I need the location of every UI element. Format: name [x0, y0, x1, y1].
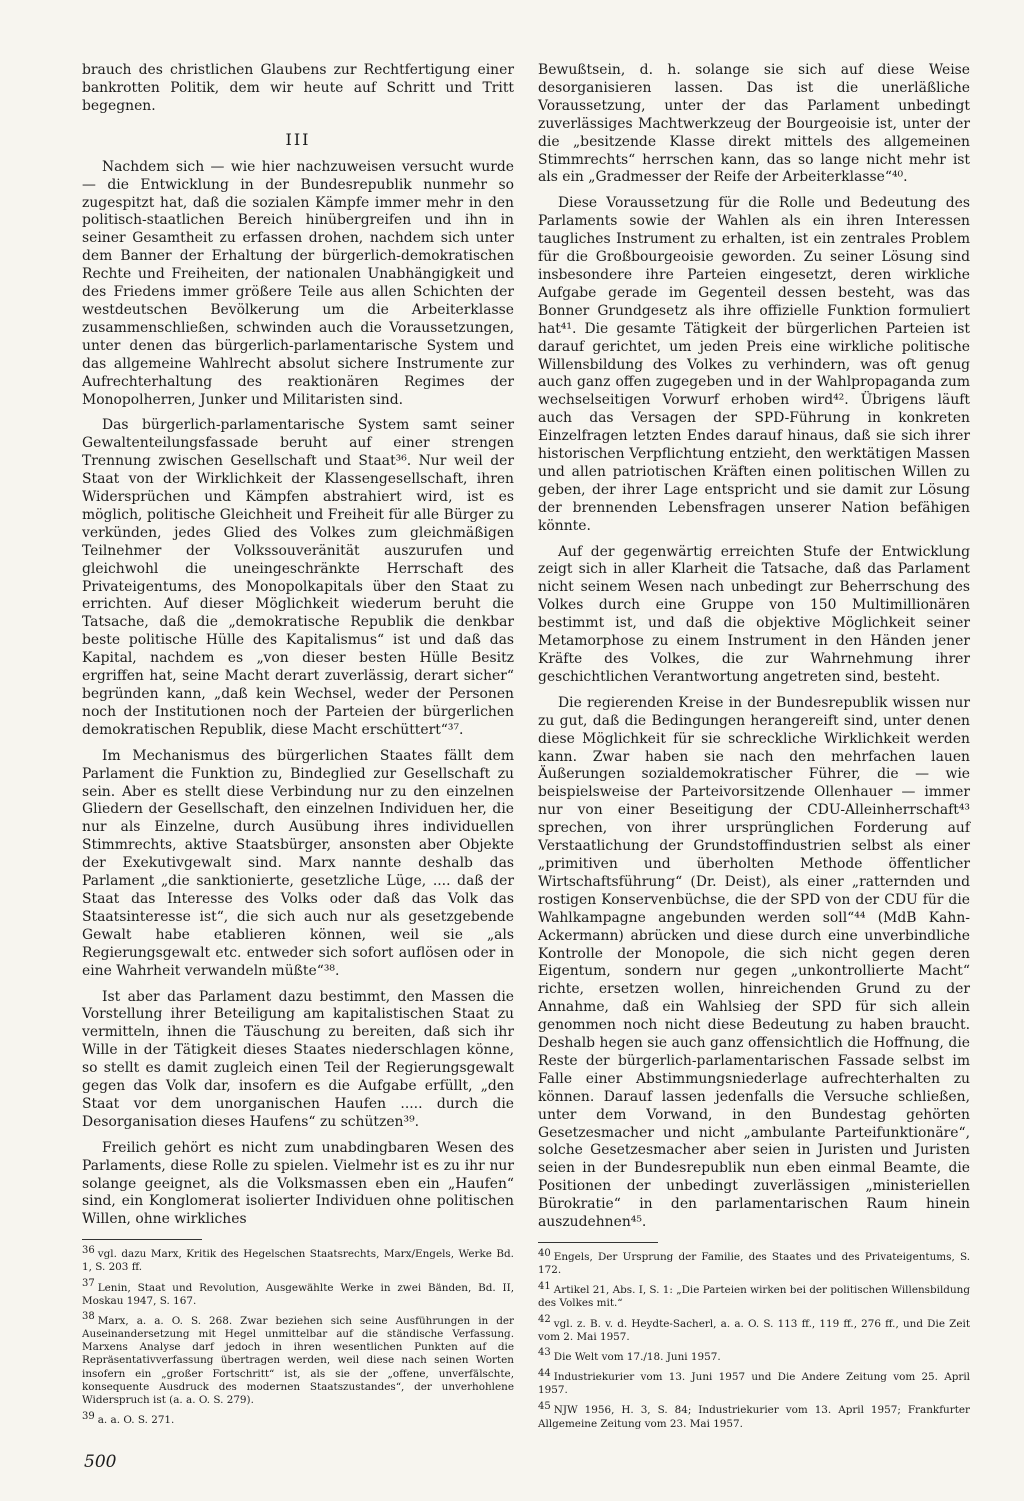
footnote [538, 1247, 970, 1277]
footnote-number: 45 [538, 1400, 551, 1412]
paragraph: Freilich gehört es nicht zum unabdingbaren Wesen des Parlaments, diese Rolle zu spielen. Vielmehr ist es zu ihr nur solange geeignet, als die Volksmassen eben ein „Haufen“ sind, ein Konglomerat isolierter Individuen ohne politischen Willen, ohne wirkliches [82, 1139, 514, 1228]
footnote-text: NJW 1956, H. 3, S. 84; Industriekurier vom 13. April 1957; Frankfurter Allgemeine Zeitung vom 23. Mai 1957. [538, 1404, 970, 1430]
footnote-number: 38 [82, 1311, 95, 1323]
footnote-text: vgl. z. B. v. d. Heydte-Sacherl, a. a. O. S. 113 ff., 119 ff., 276 ff., und Die Zeit vom 2. Mai 1957. [538, 1317, 970, 1343]
footnote-text: Artikel 21, Abs. I, S. 1: „Die Parteien wirken bei der politischen Willensbildung des Volkes mit.“ [538, 1284, 970, 1310]
footnote [82, 1244, 514, 1274]
footnote [538, 1400, 970, 1430]
footnote [82, 1311, 514, 1407]
footnote [82, 1410, 514, 1427]
footnotes-right [538, 1247, 970, 1431]
section-heading: III [285, 129, 311, 149]
footnote-number: 37 [82, 1278, 95, 1290]
footnote-divider [538, 1242, 658, 1243]
footnote-text: a. a. O. S. 271. [97, 1414, 175, 1426]
footnote-number: 44 [538, 1367, 551, 1379]
paragraph: Nachdem sich — wie hier nachzuweisen versucht wurde — die Entwicklung in der Bundesrepublik nunmehr so zugespitzt hat, daß die sozialen Kämpfe immer mehr in den politisch-staatlichen Bereich hinübergreifen und ihn in seiner Gesamtheit zu erfassen drohen, nachdem sich unter dem Banner der Erhaltung der bürgerlich-demokratischen Rechte und Freiheiten, der nationalen Unabhängigkeit und des Friedens immer größere Teile aus allen Schichten der westdeutschen Bevölkerung um die Arbeiterklasse zusammenschließen, schwinden auch die Voraussetzungen, unter denen das bürgerlich-parlamentarische System und das allgemeine Wahlrecht absolut sichere Instrumente zur Aufrechterhaltung des reaktionären Regimes der Monopolherren, Junker und Militaristen sind. [82, 158, 514, 408]
footnote-number: 40 [538, 1247, 551, 1259]
footnote-number: 41 [538, 1280, 551, 1292]
paragraph: brauch des christlichen Glaubens zur Rechtfertigung einer bankrotten Politik, dem wir heute auf Schritt und Tritt begegnen. [82, 62, 514, 114]
page-number: 500 [84, 1452, 117, 1472]
paragraph: Auf der gegenwärtig erreichten Stufe der Entwicklung zeigt sich in aller Klarheit die Tatsache, daß das Parlament nicht seinem Wesen nach unbedingt zur Beherrschung des Volkes durch eine Gruppe von 150 Multimillionären bestimmt ist, und daß die objektive Möglichkeit seiner Metamorphose zu einem Instrument in den Händen jener Kräfte des Volkes, die zur Wahrnehmung ihrer geschichtlichen Verantwortung angetreten sind, besteht. [538, 543, 970, 685]
footnote-number: 39 [82, 1410, 95, 1422]
paragraph: Diese Voraussetzung für die Rolle und Bedeutung des Parlaments sowie der Wahlen als ein ihren Interessen taugliches Instrument zu erhalten, ist ein zentrales Problem für die Großbourgeoisie geworden. Zu seiner Lösung sind insbesondere ihre Parteien eingesetzt, deren wirkliche Aufgabe gerade im Gegenteil dessen besteht, was das Bonner Grundgesetz als ihre offizielle Funktion formuliert hat⁴¹. Die gesamte Tätigkeit der bürgerlichen Parteien ist darauf gerichtet, um jeden Preis eine wirkliche politische Willensbildung des Volkes zu verhindern, was oft genug auch ganz offen zugegeben und in der Wahlpropaganda zum wechselseitigen Vorwurf erhoben wird⁴². Übrigens läuft auch das Versagen der SPD-Führung in konkreten Einzelfragen letzten Endes darauf hinaus, daß sie sich ihrer historischen Verpflichtung entzieht, den werktätigen Massen und allen patriotischen Kräften einen politischen Willen zu geben, der ihrer Lage entspricht und sie damit zur Lösung der brennenden Lebensfragen unserer Nation befähigen könnte. [538, 195, 970, 534]
footnote-text: Marx, a. a. O. S. 268. Zwar beziehen sich seine Ausführungen in der Auseinandersetzung mit Hegel unmittelbar auf die ständische Verfassung. Marxens Analyse darf jedoch in ihren wesentlichen Punkten auf die Repräsentativverfassung übertragen werden, weil diese nach seinen Worten insofern ein „großer Fortschritt“ ist, als sie der „offene, unverfälschte, konsequente Ausdruck des modernen Staatszustandes“, der unverhohlene Widerspruch ist (a. a. O. S. 279). [82, 1314, 514, 1406]
paragraph: Im Mechanismus des bürgerlichen Staates fällt dem Parlament die Funktion zu, Bindeglied zur Gesellschaft zu sein. Aber es stellt diese Verbindung nur zu den einzelnen Gliedern der Gesellschaft, den einzelnen Individuen her, die nur als Einzelne, durch Ausübung ihres individuellen Stimmrechts, aktive Staatsbürger, ansonsten aber Objekte der Exekutivgewalt sind. Marx nannte deshalb das Parlament „die sanktionierte, gesetzliche Lüge, .... daß der Staat das Interesse des Volks oder daß das Volk das Staatsinteresse ist“, die sich auch nur als gesetzgebende Gewalt habe etablieren können, weil sie „als Regierungsgewalt etc. entweder sich sofort auflösen oder in eine Wahrheit verwandeln müßte“³⁸. [82, 747, 514, 979]
paragraph: Die regierenden Kreise in der Bundesrepublik wissen nur zu gut, daß die Bedingungen herangereift sind, unter denen diese Möglichkeit für sie schreckliche Wirklichkeit werden kann. Zwar haben sie nach den mehrfachen lauen Äußerungen sozialdemokratischer Führer, die — wie beispielsweise der Parteivorsitzende Ollenhauer — immer nur von einer Beseitigung der CDU-Alleinherrschaft⁴³ sprechen, von ihrer ursprünglichen Forderung auf Verstaatlichung der Grundstoffindustrien selbst als einer „primitiven und überholten Methode öffentlicher Wirtschaftsführung“ (Dr. Deist), als einer „ratternden und rostigen Konservenbüchse, die der SPD von der CDU für die Wahlkampagne angebunden werden soll“⁴⁴ (MdB Kahn-Ackermann) abrücken und diese durch eine unverbindliche Kontrolle der Monopole, die sich nicht gegen deren Eigentum, sondern nur gegen „unkontrollierte Macht“ richte, ersetzen wollen, hinreichenden Grund zu der Annahme, daß ein Wahlsieg der SPD für sich allein genommen noch nicht diese Bedeutung zu haben braucht. Deshalb hegen sie auch ganz offensichtlich die Hoffnung, die Reste der bürgerlich-parlamentarischen Fassade selbst im Falle einer Abstimmungsniederlage aufrechterhalten zu können. Darauf lassen jedenfalls die Versuche schließen, unter dem Vorwand, in den Bundestag gehörten Gesetzesmacher und nicht „ambulante Parteifunktionäre“, solche Gesetzesmacher aber seien in Juristen und Juristen seien in der Bundesrepublik nun eben einmal Beamte, die Positionen der unbedingt zuverlässigen „ministeriellen Bürokratie“ in den parlamentarischen Raum hinein auszudehnen⁴⁵. [538, 694, 970, 1231]
right-column [538, 62, 970, 1438]
footnote [82, 1278, 514, 1308]
footnote [538, 1280, 970, 1310]
footnote-text: Industriekurier vom 13. Juni 1957 und Die Andere Zeitung vom 25. April 1957. [538, 1371, 970, 1397]
footnote-number: 36 [82, 1244, 95, 1256]
footnote-divider [82, 1239, 202, 1240]
footnote-text: Lenin, Staat und Revolution, Ausgewählte Werke in zwei Bänden, Bd. II, Moskau 1947, S. 167. [82, 1281, 514, 1307]
footnote [538, 1314, 970, 1344]
footnote [538, 1367, 970, 1397]
footnote-number: 43 [538, 1347, 551, 1359]
paragraph: Das bürgerlich-parlamentarische System samt seiner Gewaltenteilungsfassade beruht auf einer strengen Trennung zwischen Gesellschaft und Staat³⁶. Nur weil der Staat von der Wirklichkeit der Klassengesellschaft, ihren Widersprüchen und Kämpfen abstrahiert wird, ist es möglich, politische Gleichheit und Freiheit für alle Bürger zu verkünden, jedes Glied des Volkes zum gleichmäßigen Teilnehmer der Volkssouveränität auszurufen und gleichwohl die uneingeschränkte Herrschaft des Privateigentums, des Monopolkapitals über den Staat zu errichten. Auf dieser Möglichkeit wiederum beruht die Tatsache, daß die „demokratische Republik die denkbar beste politische Hülle des Kapitalismus“ ist und daß das Kapital, nachdem es „von dieser besten Hülle Besitz ergriffen hat, seine Macht derart zuverlässig, derart sicher“ begründen kann, „daß kein Wechsel, weder der Personen noch der Institutionen noch der Parteien der bürgerlichen demokratischen Republik, diese Macht erschüttert“³⁷. [82, 417, 514, 738]
footnotes-left [82, 1244, 514, 1427]
left-column [82, 62, 514, 1434]
footnote-text: Engels, Der Ursprung der Familie, des Staates und des Privateigentums, S. 172. [538, 1251, 970, 1277]
footnote [538, 1347, 970, 1364]
paragraph: Ist aber das Parlament dazu bestimmt, den Massen die Vorstellung ihrer Beteiligung am kapitalistischen Staat zu vermitteln, ihnen die Täuschung zu bereiten, daß sich ihr Wille in der Tätigkeit dieses Staates niederschlagen könne, so stellt es damit zugleich einen Teil der Regierungsgewalt gegen das Volk dar, insofern es die Aufgabe erfüllt, „den Staat vor dem unorganischen Haufen ..... durch die Desorganisation dieses Haufens“ zu schützen³⁹. [82, 988, 514, 1130]
paragraph: Bewußtsein, d. h. solange sie sich auf diese Weise desorganisieren lassen. Das ist die unerläßliche Voraussetzung, unter der das Parlament unbedingt zuverlässiges Machtwerkzeug der Bourgeoisie ist, unter der die „besitzende Klasse direkt mittels des allgemeinen Stimmrechts“ herrschen kann, das so lange nicht mehr ist als ein „Gradmesser der Reife der Arbeiterklasse“⁴⁰. [538, 62, 970, 186]
footnote-text: Die Welt vom 17./18. Juni 1957. [553, 1350, 721, 1363]
footnote-text: vgl. dazu Marx, Kritik des Hegelschen Staatsrechts, Marx/Engels, Werke Bd. 1, S. 203 ff. [82, 1248, 514, 1274]
footnote-number: 42 [538, 1314, 551, 1326]
